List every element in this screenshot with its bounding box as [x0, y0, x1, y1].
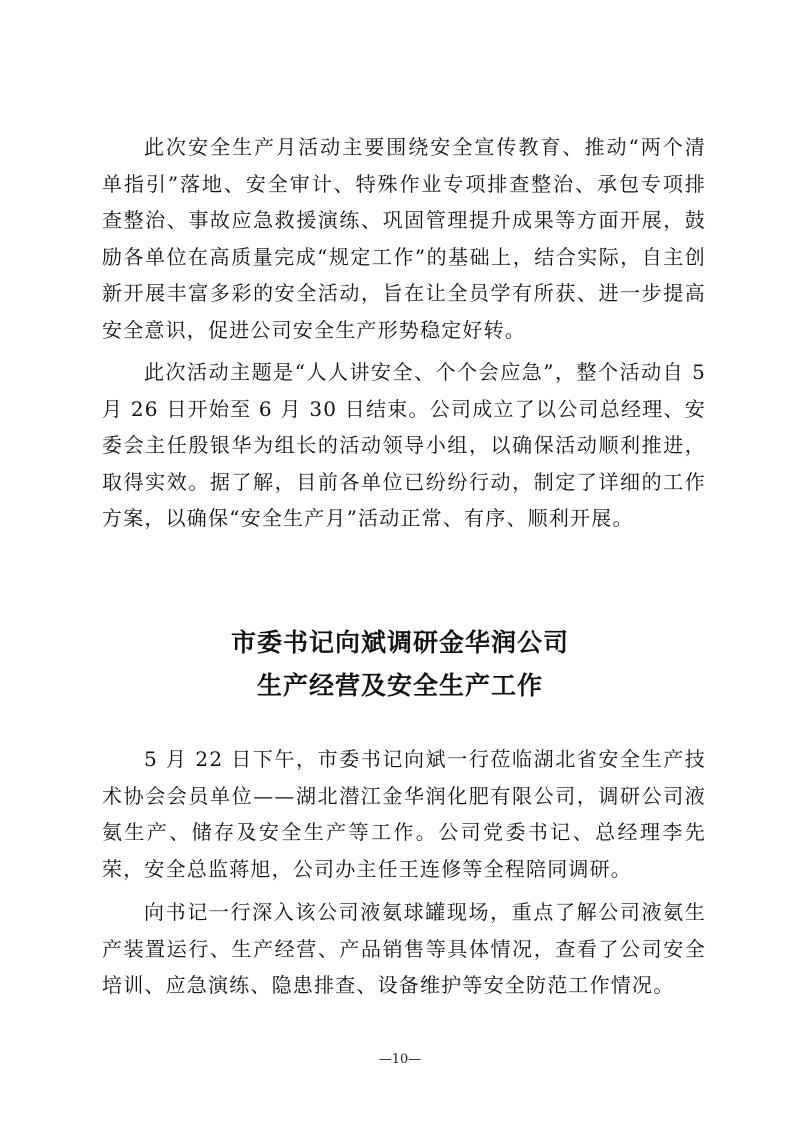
body-paragraph: 向书记一行深入该公司液氨球罐现场，重点了解公司液氨生产装置运行、生产经营、产品销售等具体情况，查看了公司安全培训、应急演练、隐患排查、设备维护等安全防范工作情况。	[102, 900, 706, 997]
body-paragraph: 5 月 22 日下午，市委书记向斌一行莅临湖北省安全生产技术协会会员单位——湖北潜江金华润化肥有限公司，调研公司液氨生产、储存及安全生产等工作。公司党委书记、总经理李先荣，安全总监蒋旭，公司办主任王连修等全程陪同调研。	[102, 747, 706, 881]
article-subtitle: 生产经营及安全生产工作	[256, 671, 543, 700]
article-title: 市委书记向斌调研金华润公司	[230, 628, 569, 657]
body-paragraph: 此次安全生产月活动主要围绕安全宣传教育、推动“两个清单指引”落地、安全审计、特殊作业专项排查整治、承包专项排查整治、事故应急救援演练、巩固管理提升成果等方面开展，鼓励各单位在高质量完成“规定工作”的基础上，结合实际，自主创新开展丰富多彩的安全活动，旨在让全员学有所获、进一步提高安全意识，促进公司安全生产形势稳定好转。	[102, 135, 706, 342]
page-number: —10—	[378, 1052, 422, 1067]
body-paragraph: 此次活动主题是“人人讲安全、个个会应急”，整个活动自 5 月 26 日开始至 6 月 30 日结束。公司成立了以公司总经理、安委会主任殷银华为组长的活动领导小组，以确保活动顺利推进，取得实效。据了解，目前各单位已纷纷行动，制定了详细的工作方案，以确保“安全生产月”活动正常、有序、顺利开展。	[102, 360, 706, 530]
